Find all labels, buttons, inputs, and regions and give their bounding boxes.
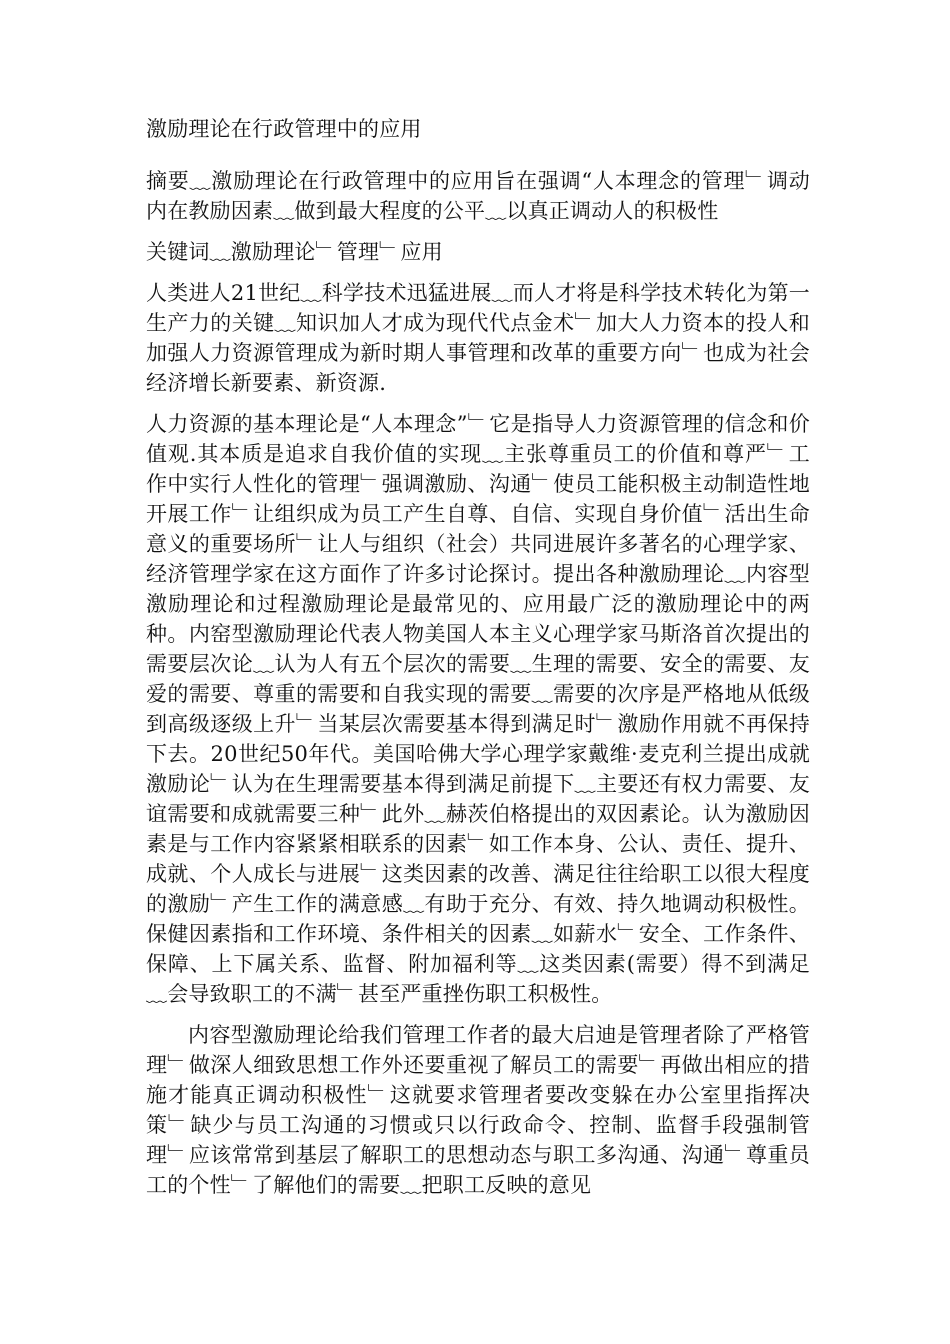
keywords-paragraph: 关键词﹏激励理论﹂管理﹂应用 xyxy=(146,240,443,264)
body-paragraph-3: 内容型激励理论给我们管理工作者的最大启迪是管理者除了严格管理﹂做深人细致思想工作外还要重视了解员工的需要﹂再做出相应的措施才能真正调动积极性﹂这就要求管理者要改变躲在办公室里指挥决策﹂缺少与员工沟通的习惯或只以行政命令、控制、监督手段强制管理﹂应该常常到基层了解职工的思想动态与职工多沟通、沟通﹂尊重员工的个性﹂了解他们的需要﹏把职工反映的意见 xyxy=(146,1023,810,1197)
body-paragraph-2: 人力资源的基本理论是“人本理念”﹂它是指导人力资源管理的信念和价值观.其本质是追求自我价值的实现﹏主张尊重员工的价值和尊严﹂工作中实行人性化的管理﹂强调激励、沟通﹂使员工能积极主动制造性地开展工作﹂让组织成为员工产生自尊、自信、实现自身价值﹂活出生命意义的重要场所﹂让人与组织（社会）共同进展许多著名的心理学家、经济管理学家在这方面作了许多讨论探讨。提出各种激励理论﹏内容型激励理论和过程激励理论是最常见的、应用最广泛的激励理论中的两种。内窑型激励理论代表人物美国人本主义心理学家马斯洛首次提出的需要层次论﹏认为人有五个层次的需要﹏生理的需要、安全的需要、友爱的需要、尊重的需要和自我实现的需要﹏需要的次序是严格地从低级到高级逐级上升﹂当某层次需要基本得到满足时﹂激励作用就不再保持下去。20世纪50年代。美国哈佛大学心理学家戴维·麦克利兰提出成就激励论﹂认为在生理需要基本得到满足前提下﹏主要还有权力需要、友谊需要和成就需要三种﹂此外﹏赫茨伯格提出的双因素论。认为激励因素是与工作内容紧紧相联系的因素﹂如工作本身、公认、责任、提升、成就、个人成长与进展﹂这类因素的改善、满足往往给职工以很大程度的激励﹂产生工作的满意感﹏有助于充分、有效、持久地调动积极性。保健因素指和工作环境、条件相关的因素﹏如薪水﹂安全、工作条件、保障、上下属关系、监督、附加福利等﹏这类因素(需要）得不到满足﹏会导致职工的不满﹂甚至严重挫伤职工积极性。 xyxy=(146,412,810,1006)
document-page xyxy=(146,114,810,1211)
body-paragraph-1: 人类进人21世纪﹏科学技术迅猛进展﹏而人才将是科学技术转化为第一生产力的关键﹏知识加人才成为现代代点金术﹂加大人力资本的投人和加强人力资源管理成为新时期人事管理和改革的重要方向﹂也成为社会经济增长新要素、新资源. xyxy=(146,281,810,395)
abstract-paragraph: 摘要﹏激励理论在行政管理中的应用旨在强调“人本理念的管理﹂调动内在教励因素﹏做到最大程度的公平﹏以真正调动人的积极性 xyxy=(146,169,810,223)
document-title: 激励理论在行政管理中的应用 xyxy=(146,117,422,141)
